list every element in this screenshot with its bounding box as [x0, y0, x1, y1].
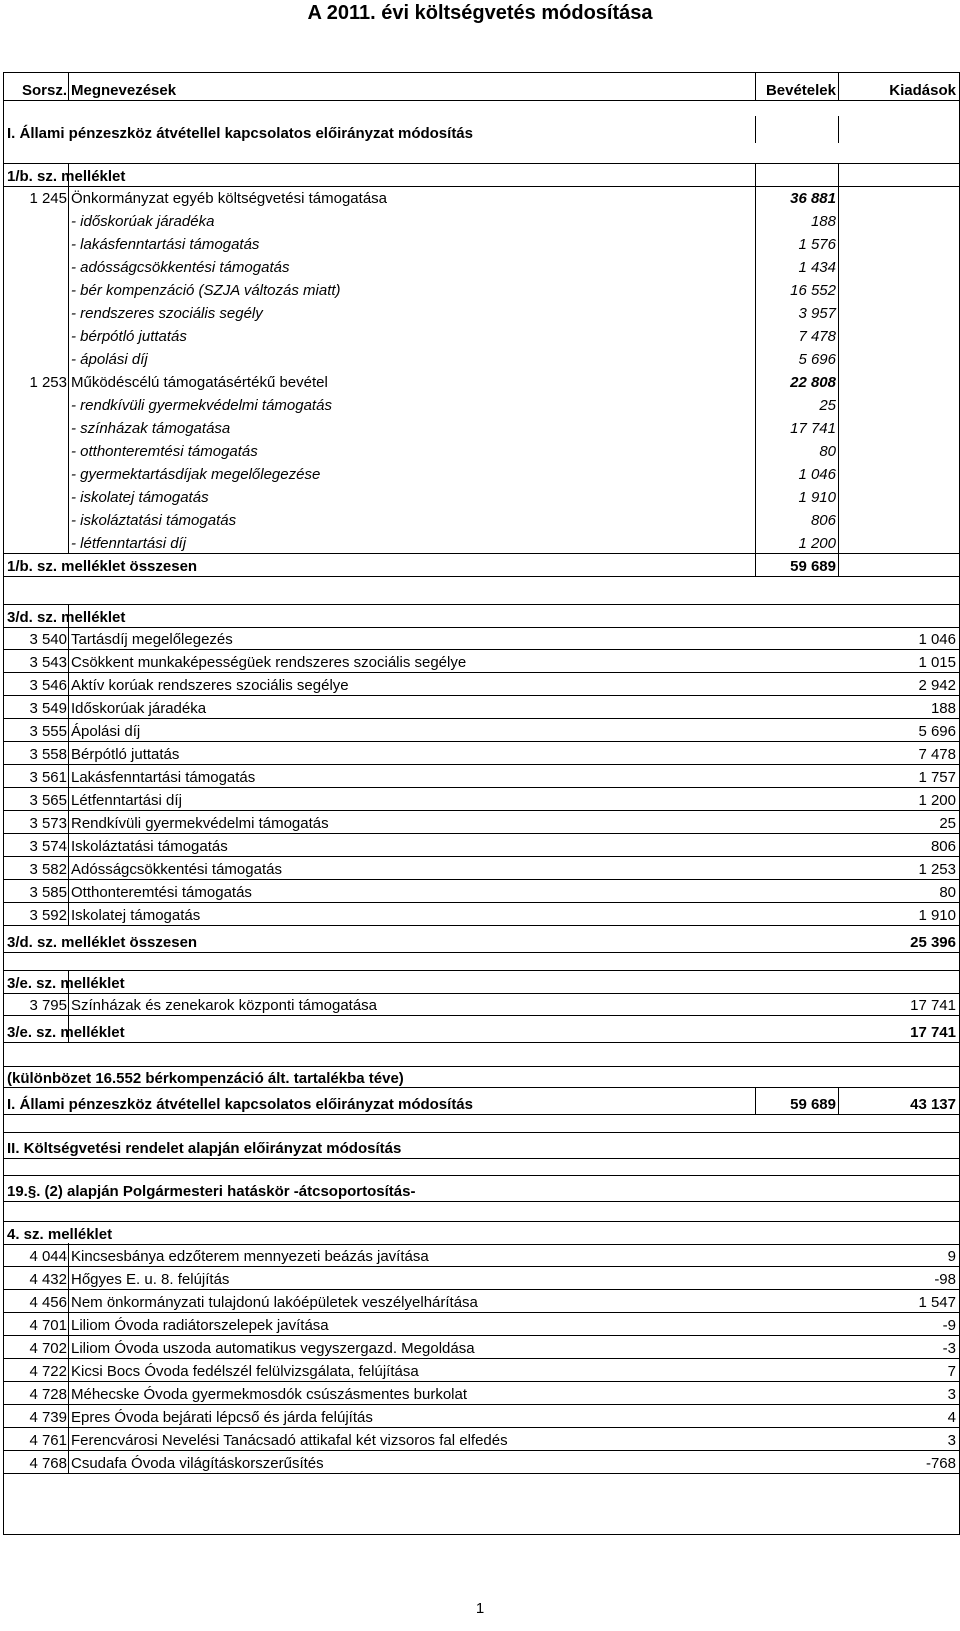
annex-total-income: 59 689 — [755, 554, 839, 576]
section-subtitle: 19.§. (2) alapján Polgármesteri hatáskör -átcsoportosítás- — [7, 1183, 416, 1200]
row-number: 3 582 — [4, 856, 69, 879]
item-income: 1 200 — [755, 530, 839, 553]
item-income: 188 — [755, 208, 839, 231]
item-name: - rendkívüli gyermekvédelmi támogatás — [71, 397, 332, 414]
item-income: 16 552 — [755, 277, 839, 300]
row-name: Méhecske Óvoda gyermekmosdók csúszásmentes burkolat — [71, 1386, 468, 1403]
row-name: Iskolatej támogatás — [71, 907, 201, 924]
row-number: 3 592 — [4, 902, 69, 925]
row-number: 1 253 — [4, 369, 69, 392]
item-name: - ápolási díj — [71, 351, 148, 368]
header-num: Sorsz. — [4, 73, 69, 100]
num-cell — [4, 461, 69, 484]
item-name: - iskolatej támogatás — [71, 489, 209, 506]
row-expense: -768 — [925, 1455, 956, 1472]
item-name: - iskoláztatási támogatás — [71, 512, 237, 529]
item-name: - lakásfenntartási támogatás — [71, 236, 260, 253]
annex-total-expense: 17 741 — [910, 1024, 956, 1041]
row-expense: 1 253 — [918, 861, 956, 878]
table-row — [4, 1243, 959, 1267]
row-name: Kicsi Bocs Óvoda fedélszél felülvizsgálata, felújítása — [71, 1363, 419, 1380]
annex-total-row — [4, 1015, 959, 1043]
row-expense: 1 757 — [918, 769, 956, 786]
row-name: Színházak és zenekarok központi támogatása — [71, 997, 378, 1014]
item-row — [4, 208, 959, 231]
section-row — [4, 116, 959, 143]
section-sub-row — [4, 1175, 959, 1202]
annex-title: 1/b. sz. melléklet — [7, 168, 126, 185]
row-number: 3 558 — [4, 741, 69, 764]
table-row — [4, 764, 959, 788]
num-cell — [4, 392, 69, 415]
row-name: Működéscélú támogatásértékű bevétel — [71, 374, 328, 391]
header-income: Bevételek — [755, 73, 839, 100]
table-row — [4, 787, 959, 811]
num-cell — [4, 277, 69, 300]
table-row — [4, 879, 959, 903]
row-number: 3 561 — [4, 764, 69, 787]
table-row — [4, 1335, 959, 1359]
header-row — [4, 72, 959, 101]
row-name: Ápolási díj — [71, 723, 141, 740]
row-name: Liliom Óvoda radiátorszelepek javítása — [71, 1317, 329, 1334]
row-expense: 17 741 — [910, 997, 956, 1014]
row-number: 3 555 — [4, 718, 69, 741]
row-number: 3 565 — [4, 787, 69, 810]
row-expense: -3 — [942, 1340, 956, 1357]
income-cell — [755, 164, 839, 186]
annex-title: 3/e. sz. melléklet — [7, 975, 125, 992]
row-number: 3 549 — [4, 695, 69, 718]
item-income: 1 576 — [755, 231, 839, 254]
item-row — [4, 415, 959, 438]
row-number: 4 739 — [4, 1404, 69, 1427]
annex-total-label: 3/e. sz. melléklet — [7, 1024, 125, 1041]
row-name: Bérpótló juttatás — [71, 746, 180, 763]
section-total-row — [4, 1087, 959, 1115]
row-expense: 3 — [947, 1432, 956, 1449]
item-row — [4, 231, 959, 254]
num-cell — [4, 346, 69, 369]
row-number: 3 795 — [4, 992, 69, 1015]
row-name: Csökkent munkaképességüek rendszeres szociális segélye — [71, 654, 467, 671]
item-row — [4, 254, 959, 277]
annex-total-row — [4, 553, 959, 577]
item-name: - bér kompenzáció (SZJA változás miatt) — [71, 282, 341, 299]
header-expense: Kiadások — [889, 82, 956, 99]
table-row — [4, 810, 959, 834]
row-number: 1 245 — [4, 185, 69, 208]
num-cell — [4, 507, 69, 530]
row-number: 3 540 — [4, 626, 69, 649]
row-expense: -9 — [942, 1317, 956, 1334]
num-cell — [4, 208, 69, 231]
row-expense: 188 — [930, 700, 956, 717]
row-number: 4 701 — [4, 1312, 69, 1335]
annex-title: 4. sz. melléklet — [7, 1226, 113, 1243]
row-expense: 1 910 — [918, 907, 956, 924]
section-title: I. Állami pénzeszköz átvétellel kapcsolatos előirányzat módosítás — [7, 125, 473, 142]
row-expense: 2 942 — [918, 677, 956, 694]
table-row — [4, 1381, 959, 1405]
row-name: Lakásfenntartási támogatás — [71, 769, 256, 786]
num-cell — [4, 438, 69, 461]
annex-total-row — [4, 925, 959, 953]
header-name: Megnevezések — [71, 82, 177, 99]
item-income: 25 — [755, 392, 839, 415]
annex-title-row — [4, 604, 959, 628]
row-name: Liliom Óvoda uszoda automatikus vegyszergazd. Megoldása — [71, 1340, 475, 1357]
num-cell — [4, 254, 69, 277]
item-row — [4, 277, 959, 300]
item-name: - színházak támogatása — [71, 420, 231, 437]
item-name: - otthonteremtési támogatás — [71, 443, 258, 460]
table-row — [4, 1450, 959, 1474]
item-name: - adósságcsökkentési támogatás — [71, 259, 290, 276]
item-row — [4, 507, 959, 530]
row-name: Epres Óvoda bejárati lépcső és járda felújítás — [71, 1409, 373, 1426]
item-income: 1 046 — [755, 461, 839, 484]
item-income: 3 957 — [755, 300, 839, 323]
item-name: - létfenntartási díj — [71, 535, 187, 552]
num-cell — [4, 300, 69, 323]
table-bottom-border — [4, 1534, 959, 1536]
annex-total-label: 3/d. sz. melléklet összesen — [7, 934, 198, 951]
table-row — [4, 1427, 959, 1451]
item-name: - időskorúak járadéka — [71, 213, 215, 230]
row-number: 4 044 — [4, 1243, 69, 1266]
item-income: 1 434 — [755, 254, 839, 277]
row-expense: 7 — [947, 1363, 956, 1380]
row-expense: 1 046 — [918, 631, 956, 648]
table-row — [4, 626, 959, 650]
document-title: A 2011. évi költségvetés módosítása — [307, 2, 653, 24]
row-income: 36 881 — [755, 185, 839, 208]
table-row — [4, 695, 959, 719]
row-name: Aktív korúak rendszeres szociális segélye — [71, 677, 349, 694]
table-row — [4, 856, 959, 880]
note-row — [4, 1066, 959, 1088]
annex-total-label: 1/b. sz. melléklet összesen — [7, 558, 198, 575]
row-number: 4 728 — [4, 1381, 69, 1404]
row-expense: 1 200 — [918, 792, 956, 809]
item-income: 1 910 — [755, 484, 839, 507]
row-expense: 9 — [947, 1248, 956, 1265]
row-expense: -98 — [934, 1271, 956, 1288]
item-income: 5 696 — [755, 346, 839, 369]
row-expense: 1 547 — [918, 1294, 956, 1311]
row-expense: 806 — [930, 838, 956, 855]
table-row — [4, 833, 959, 857]
row-number: 3 585 — [4, 879, 69, 902]
row-number: 3 543 — [4, 649, 69, 672]
row-expense: 7 478 — [918, 746, 956, 763]
row-expense: 5 696 — [918, 723, 956, 740]
table-row — [4, 1266, 959, 1290]
row-expense: 1 015 — [918, 654, 956, 671]
page-number: 1 — [475, 1600, 485, 1617]
num-cell — [4, 323, 69, 346]
section-total-income: 59 689 — [755, 1088, 839, 1114]
row-number: 4 702 — [4, 1335, 69, 1358]
row-name: Iskoláztatási támogatás — [71, 838, 228, 855]
section-total-label: I. Állami pénzeszköz átvétellel kapcsolatos előirányzat módosítás — [7, 1096, 473, 1113]
annex-title-row — [4, 163, 959, 187]
table-row — [4, 672, 959, 696]
row-name: Rendkívüli gyermekvédelmi támogatás — [71, 815, 329, 832]
annex-title-row — [4, 1221, 959, 1245]
item-income: 806 — [755, 507, 839, 530]
table-row — [4, 741, 959, 765]
annex-title-row — [4, 970, 959, 994]
annex-title: 3/d. sz. melléklet — [7, 609, 126, 626]
item-row — [4, 461, 959, 484]
section-total-expense: 43 137 — [910, 1096, 956, 1113]
row-income: 22 808 — [755, 369, 839, 392]
table-row — [4, 718, 959, 742]
row-number: 3 574 — [4, 833, 69, 856]
row-expense: 3 — [947, 1386, 956, 1403]
item-row — [4, 323, 959, 346]
item-name: - rendszeres szociális segély — [71, 305, 263, 322]
item-row — [4, 300, 959, 323]
item-row — [4, 484, 959, 507]
difference-note: (különbözet 16.552 bérkompenzáció ált. tartalékba téve) — [7, 1070, 404, 1087]
row-number: 4 432 — [4, 1266, 69, 1289]
table-row — [4, 1358, 959, 1382]
num-cell — [4, 484, 69, 507]
item-row — [4, 346, 959, 369]
group-row — [4, 369, 959, 392]
row-number: 4 722 — [4, 1358, 69, 1381]
row-name: Létfenntartási díj — [71, 792, 182, 809]
row-name: Adósságcsökkentési támogatás — [71, 861, 282, 878]
row-name: Tartásdíj megelőlegezés — [71, 631, 233, 648]
row-number: 4 761 — [4, 1427, 69, 1450]
num-cell — [4, 530, 69, 553]
row-name: Nem önkormányzati tulajdonú lakóépületek veszélyelhárítása — [71, 1294, 478, 1311]
row-name: Időskorúak járadéka — [71, 700, 207, 717]
table-row — [4, 1404, 959, 1428]
row-name: Ferencvárosi Nevelési Tanácsadó attikafal két vizsoros fal elfedés — [71, 1432, 508, 1449]
item-row — [4, 438, 959, 461]
section-title: II. Költségvetési rendelet alapján előirányzat módosítás — [7, 1140, 402, 1157]
item-name: - gyermektartásdíjak megelőlegezése — [71, 466, 321, 483]
row-expense: 80 — [939, 884, 956, 901]
group-row — [4, 185, 959, 208]
table-row — [4, 649, 959, 673]
row-name: Kincsesbánya edzőterem mennyezeti beázás javítása — [71, 1248, 429, 1265]
num-cell — [4, 231, 69, 254]
row-name: Otthonteremtési támogatás — [71, 884, 252, 901]
item-row — [4, 530, 959, 553]
item-income: 80 — [755, 438, 839, 461]
table-row — [4, 1289, 959, 1313]
row-number: 3 546 — [4, 672, 69, 695]
row-expense: 4 — [947, 1409, 956, 1426]
item-row — [4, 392, 959, 415]
annex-total-expense: 25 396 — [910, 934, 956, 951]
row-number: 3 573 — [4, 810, 69, 833]
budget-table — [3, 72, 960, 1535]
section-row — [4, 1132, 959, 1159]
row-expense: 25 — [939, 815, 956, 832]
item-income: 17 741 — [755, 415, 839, 438]
table-row — [4, 1312, 959, 1336]
table-row — [4, 992, 959, 1016]
row-name: Csudafa Óvoda világításkorszerűsítés — [71, 1455, 324, 1472]
income-cell — [755, 116, 839, 143]
item-name: - bérpótló juttatás — [71, 328, 187, 345]
item-income: 7 478 — [755, 323, 839, 346]
num-cell — [4, 415, 69, 438]
row-name: Önkormányzat egyéb költségvetési támogatása — [71, 190, 388, 207]
row-number: 4 768 — [4, 1450, 69, 1473]
row-name: Hőgyes E. u. 8. felújítás — [71, 1271, 230, 1288]
table-row — [4, 902, 959, 926]
row-number: 4 456 — [4, 1289, 69, 1312]
